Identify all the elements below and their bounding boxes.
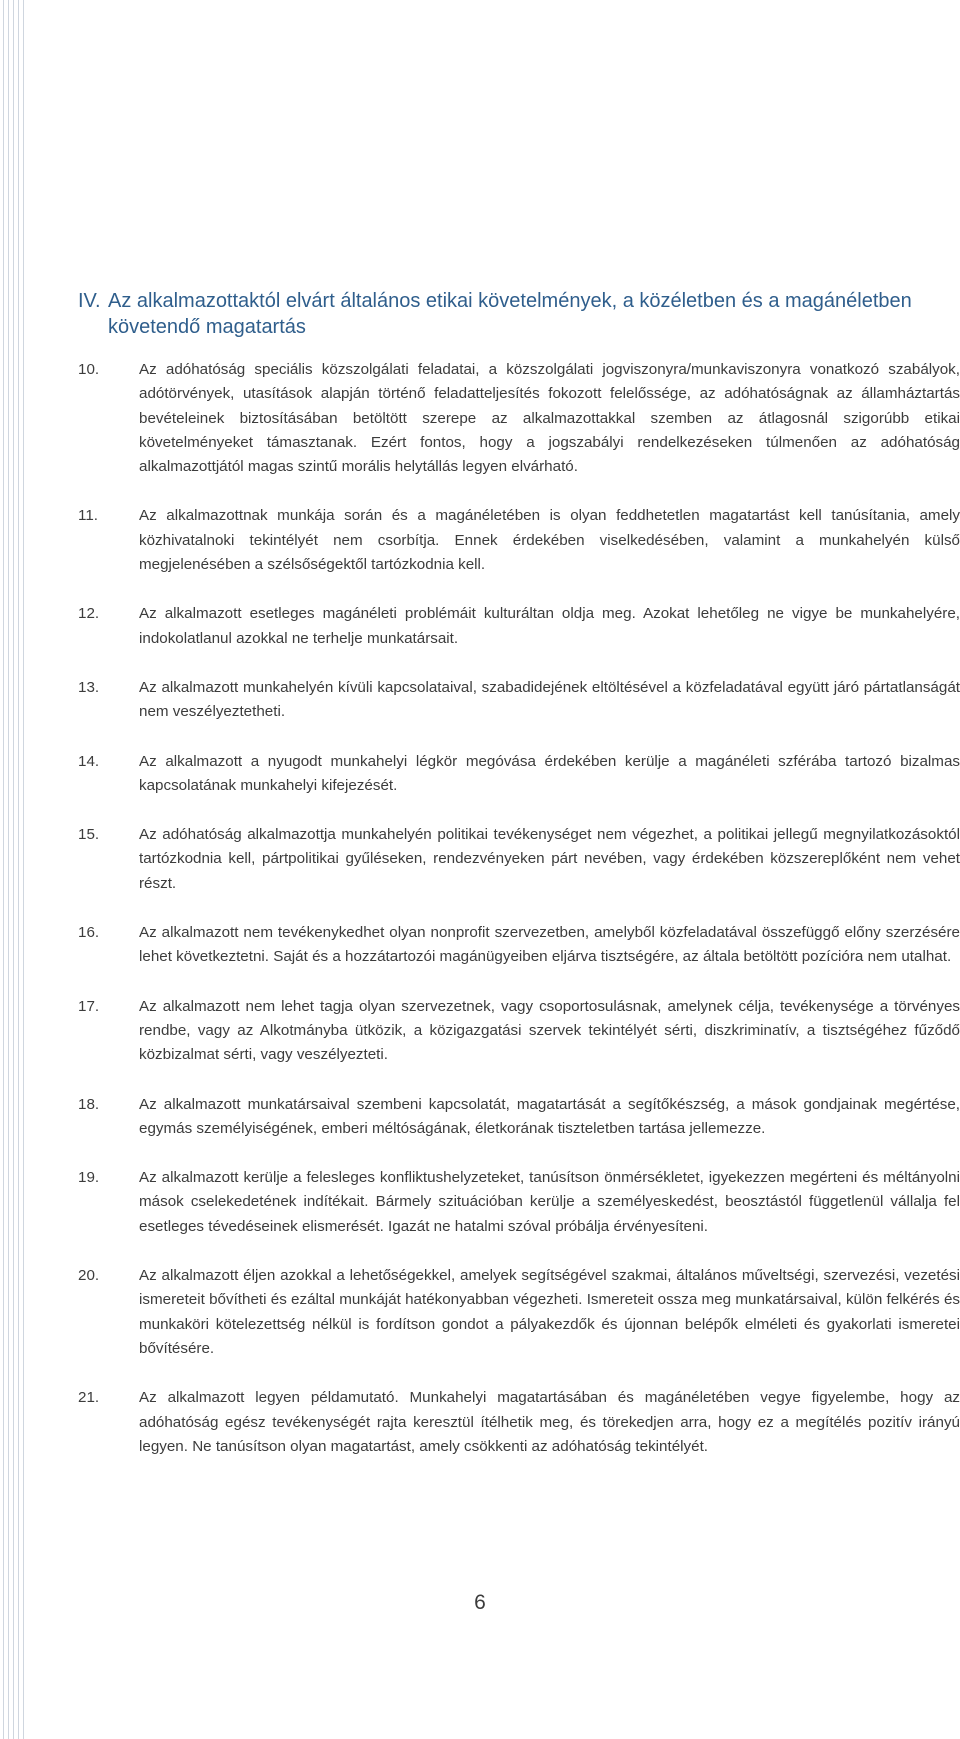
list-item bbox=[78, 995, 960, 1068]
item-number: 12. bbox=[78, 605, 100, 623]
item-text: Az alkalmazott nem lehet tagja olyan szervezetnek, vagy csoportosulásnak, amelynek célja, tevékenysége a törvényes rendbe, vagy az Alkotmányba ütközik, a közigazgatási szervek tekintélyét sérti, diszkriminatív, a tisztségéhez fűződő közbizalmat sérti, vagy veszélyezteti. bbox=[139, 997, 960, 1064]
list-item bbox=[78, 602, 960, 651]
list-item bbox=[78, 676, 960, 725]
section-heading bbox=[78, 288, 958, 340]
item-text: Az adóhatóság alkalmazottja munkahelyén politikai tevékenységet nem végezhet, a politikai jellegű megnyilatkozásoktól tartózkodnia kell, pártpolitikai gyűléseken, rendezvényeken párt nevében, vagy érdekében közszereplőként nem vehet részt. bbox=[139, 826, 960, 892]
list-item bbox=[78, 1386, 960, 1459]
item-number: 19. bbox=[78, 1169, 100, 1187]
item-text: Az alkalmazott esetleges magánéleti problémáit kulturáltan oldja meg. Azokat lehetőleg ne vigye be munkahelyére, indokolatlanul azokkal ne terhelje munkatársait. bbox=[139, 605, 960, 647]
list-item bbox=[78, 1166, 960, 1239]
page-number: 6 bbox=[474, 1591, 486, 1614]
margin-decoration bbox=[0, 0, 30, 1739]
item-text: Az alkalmazott munkahelyén kívüli kapcsolataival, szabadidejének eltöltésével a közfeladatával együtt járó pártatlanságát nem veszélyeztetheti. bbox=[139, 678, 960, 721]
item-text: Az alkalmazott kerülje a felesleges konfliktushelyzeteket, tanúsítson önmérsékletet, igyekezzen megérteni és méltányolni mások cselekedetének indítékait. Bármely szituációban kerülje a személyeskedést, beosztástól függetlenül vállalja fel esetleges tévedéseinek elismerését. Igazát ne hatalmi szóval próbálja érvényesíteni. bbox=[139, 1169, 960, 1235]
item-text: Az alkalmazott nem tevékenykedhet olyan nonprofit szervezetben, amelyből közfeladatával összefüggő előny szerzésére lehet következtetni. Saját és a hozzátartozói magánügyeiben eljárva tisztségére, az általa betöltött pozícióra nem utalhat. bbox=[139, 924, 960, 966]
item-number: 10. bbox=[78, 361, 100, 378]
list-item bbox=[78, 750, 960, 799]
list-item bbox=[78, 823, 960, 896]
item-number: 20. bbox=[78, 1267, 100, 1285]
item-text: Az adóhatóság speciális közszolgálati feladatai, a közszolgálati jogviszonyra/munkaviszonyra vonatkozó szabályok, adótörvények, utasítások alapján történő feladatteljesítés fokozott felelőssége, az adóhatóságnak az államháztartás bevételeinek biztosításában betöltött szerepe az alkalmazottakkal szemben az átlagosnál szigorúbb etikai követelményeket támasztanak. Ezért fontos, hogy a jogszabályi rendelkezéseken túlmenően az adóhatóság alkalmazottjától magas szintű morális helytállás legyen elvárható. bbox=[139, 361, 960, 476]
margin-rule bbox=[13, 0, 14, 1739]
item-text: Az alkalmazott a nyugodt munkahelyi légkör megóvása érdekében kerülje a magánéleti szférába tartozó bizalmas kapcsolatának munkahelyi kifejezését. bbox=[139, 752, 960, 794]
margin-rule bbox=[3, 0, 4, 1739]
item-number: 14. bbox=[78, 752, 100, 770]
margin-rule bbox=[23, 0, 24, 1739]
list-item bbox=[78, 358, 960, 479]
item-number: 13. bbox=[78, 678, 100, 696]
item-number: 11. bbox=[78, 507, 98, 525]
section-title: Az alkalmazottaktól elvárt általános etikai követelmények, a közéletben és a magánéletben követendő magatartás bbox=[108, 290, 912, 338]
item-number: 18. bbox=[78, 1095, 100, 1113]
item-number: 15. bbox=[78, 826, 100, 844]
list-item bbox=[78, 1264, 960, 1361]
item-number: 21. bbox=[78, 1389, 100, 1407]
list-item bbox=[78, 504, 960, 577]
item-text: Az alkalmazottnak munkája során és a magánéletében is olyan feddhetetlen magatartást kell tanúsítania, amely közhivatalnoki tekintélyét nem csorbítja. Ennek érdekében viselkedésében, valamint a munkahelyén külső megjelenésében a szélsőségektől tartózkodnia kell. bbox=[139, 507, 960, 574]
margin-rule bbox=[8, 0, 9, 1739]
list-item bbox=[78, 1093, 960, 1142]
item-list bbox=[78, 358, 960, 1484]
item-text: Az alkalmazott éljen azokkal a lehetőségekkel, amelyek segítségével szakmai, általános műveltségi, szervezési, vezetési ismereteit bővítheti és ezáltal munkáját hatékonyabban végezheti. Ismereteit ossza meg munkatársaival, külön felkérés és munkaköri kötelezettség nélkül is fordítson gondot a pályakezdők és újonnan belépők elméleti és gyakorlati ismeretei bővítésére. bbox=[139, 1267, 960, 1357]
list-item bbox=[78, 921, 960, 970]
section-number: IV. bbox=[78, 290, 101, 312]
item-number: 16. bbox=[78, 924, 100, 942]
item-text: Az alkalmazott legyen példamutató. Munkahelyi magatartásában és magánéletében vegye figyelembe, hogy az adóhatóság egész tevékenységét rajta keresztül ítélhetik meg, és törekedjen arra, hogy ez a megítélés pozitív irányú legyen. Ne tanúsítson olyan magatartást, amely csökkenti az adóhatóság tekintélyét. bbox=[139, 1389, 960, 1455]
margin-rule bbox=[18, 0, 19, 1739]
item-text: Az alkalmazott munkatársaival szembeni kapcsolatát, magatartását a segítőkészség, a mások gondjainak megértése, egymás személyiségének, emberi méltóságának, életkorának tiszteletben tartása jellemezze. bbox=[139, 1095, 960, 1137]
item-number: 17. bbox=[78, 997, 100, 1015]
